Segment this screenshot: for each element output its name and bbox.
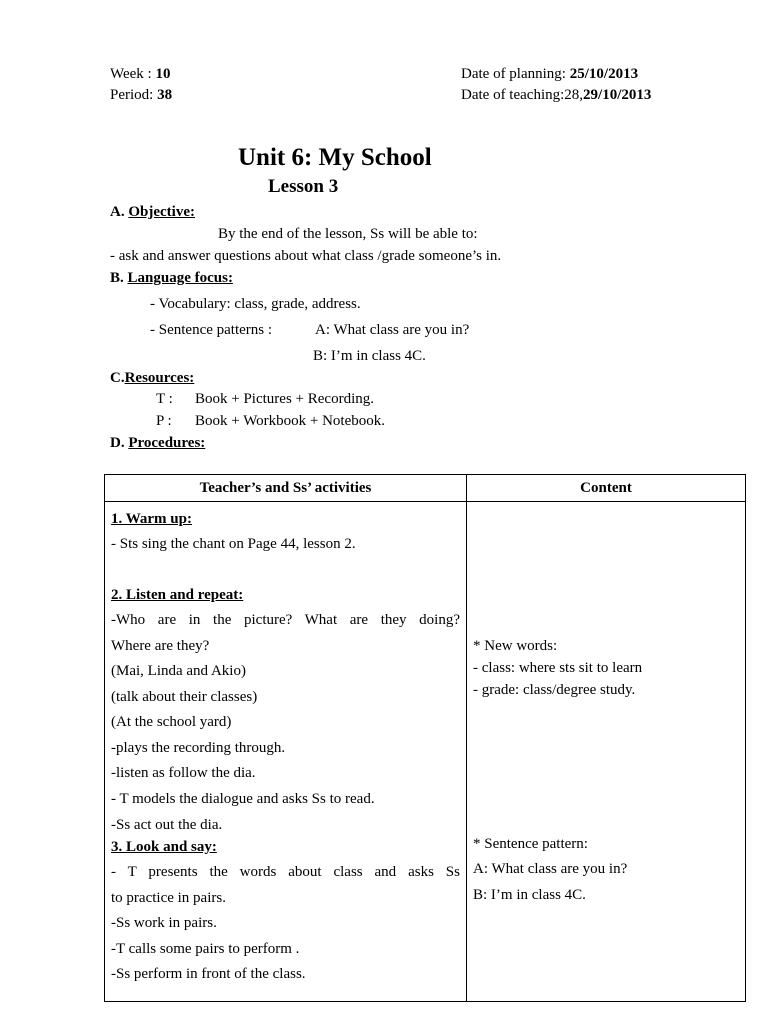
- objective-letter: A.: [110, 204, 125, 220]
- objective-line-1: By the end of the lesson, Ss will be able to:: [218, 226, 478, 242]
- language-focus-title: Language focus:: [127, 270, 233, 286]
- table-header-row: [105, 475, 746, 502]
- resources-pupil-items: Book + Workbook + Notebook.: [195, 413, 386, 429]
- look-say-heading: 3. Look and say:: [111, 839, 217, 855]
- period-value: 38: [157, 87, 173, 103]
- look-line-2: to practice in pairs.: [111, 890, 226, 906]
- week-line: [110, 65, 170, 83]
- listen-line-8: - T models the dialogue and asks Ss to read.: [111, 791, 375, 807]
- listen-line-1: -Who are in the picture? What are they doing?: [111, 612, 460, 628]
- listen-line-3: (Mai, Linda and Akio): [111, 663, 246, 679]
- sentence-pattern-label: - Sentence patterns :: [150, 322, 273, 338]
- activities-column-header: Teacher’s and Ss’ activities: [105, 475, 467, 502]
- week-label: Week :: [110, 66, 152, 82]
- listen-line-7: -listen as follow the dia.: [111, 765, 256, 781]
- new-words-line-2: - grade: class/degree study.: [473, 682, 636, 698]
- look-line-5: -Ss perform in front of the class.: [111, 966, 306, 982]
- activities-cell: [105, 502, 467, 1002]
- sentence-pattern-a: A: What class are you in?: [315, 322, 470, 338]
- listen-line-9: -Ss act out the dia.: [111, 817, 223, 833]
- warmup-line-1: - Sts sing the chant on Page 44, lesson 2.: [111, 536, 356, 552]
- look-line-1: - T presents the words about class and asks Ss: [111, 864, 460, 880]
- teaching-value-b: 29/10/2013: [583, 87, 652, 103]
- resources-pupil-label: P :: [156, 413, 172, 429]
- planning-label: Date of planning:: [461, 66, 566, 82]
- content-column-header: Content: [467, 475, 746, 502]
- period-label: Period:: [110, 87, 154, 103]
- listen-line-5: (At the school yard): [111, 714, 232, 730]
- table-row: [105, 502, 746, 1002]
- language-focus-heading: [110, 269, 233, 287]
- planning-date-line: [461, 65, 638, 83]
- content-pattern-heading: * Sentence pattern:: [473, 836, 588, 852]
- procedures-title: Procedures:: [128, 435, 206, 451]
- listen-line-6: -plays the recording through.: [111, 740, 286, 756]
- new-words-heading: * New words:: [473, 638, 558, 654]
- listen-line-2: Where are they?: [111, 638, 210, 654]
- resources-letter: C.: [110, 370, 125, 386]
- vocabulary-line: - Vocabulary: class, grade, address.: [150, 296, 361, 312]
- sentence-pattern-b: B: I’m in class 4C.: [313, 348, 426, 364]
- procedures-letter: D.: [110, 435, 125, 451]
- resources-heading: [110, 369, 194, 387]
- page-title: Unit 6: My School: [238, 144, 432, 171]
- new-words-line-1: - class: where sts sit to learn: [473, 660, 643, 676]
- resources-title: Resources:: [124, 370, 195, 386]
- procedures-table: [104, 474, 746, 1002]
- content-cell: [467, 502, 746, 1002]
- week-value: 10: [155, 66, 171, 82]
- look-line-4: -T calls some pairs to perform .: [111, 941, 300, 957]
- lesson-subtitle: Lesson 3: [268, 176, 339, 197]
- resources-teacher-label: T :: [156, 391, 173, 407]
- listen-repeat-heading: 2. Listen and repeat:: [111, 587, 244, 603]
- resources-teacher-items: Book + Pictures + Recording.: [195, 391, 374, 407]
- language-focus-letter: B.: [110, 270, 124, 286]
- planning-value: 25/10/2013: [569, 66, 639, 82]
- period-line: [110, 86, 172, 104]
- teaching-date-line: [461, 86, 651, 104]
- warmup-heading: 1. Warm up:: [111, 511, 192, 527]
- teaching-label: Date of teaching:: [461, 87, 565, 103]
- teaching-value-a: 28,: [564, 87, 584, 103]
- objective-heading: [110, 203, 195, 221]
- content-pattern-b: B: I’m in class 4C.: [473, 887, 586, 903]
- listen-line-4: (talk about their classes): [111, 689, 258, 705]
- look-line-3: -Ss work in pairs.: [111, 915, 217, 931]
- objective-line-2: - ask and answer questions about what class /grade someone’s in.: [110, 248, 502, 264]
- content-pattern-a: A: What class are you in?: [473, 861, 628, 877]
- objective-title: Objective:: [128, 204, 195, 220]
- procedures-heading: [110, 434, 205, 452]
